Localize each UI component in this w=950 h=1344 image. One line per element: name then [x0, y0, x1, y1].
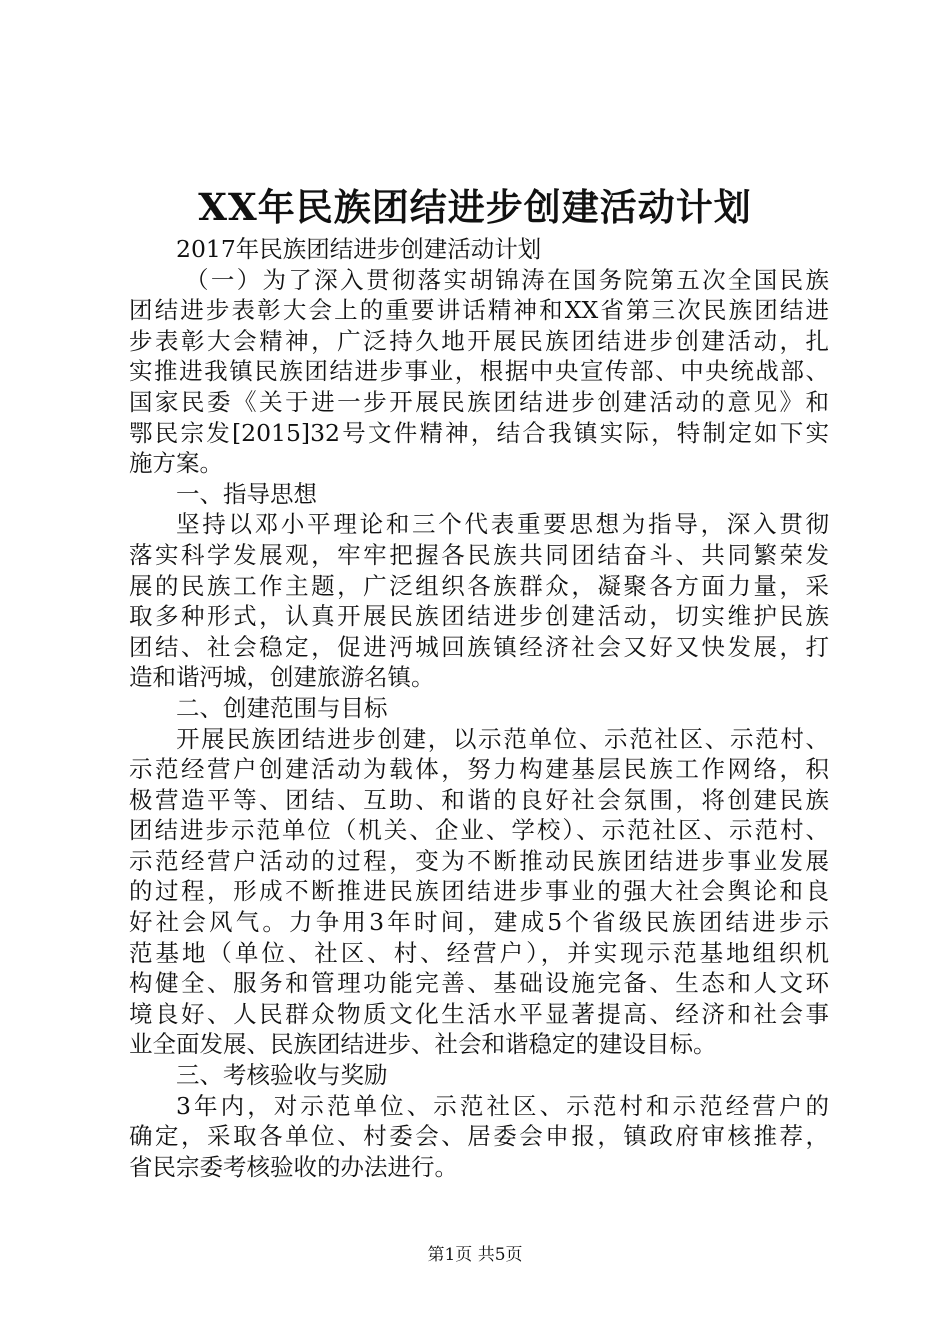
body-line: 极营造平等、团结、互助、和谐的良好社会氛围，将创建民族 — [129, 785, 829, 814]
body-line: 一、指导思想 — [176, 479, 317, 508]
body-line: 境良好、人民群众物质文化生活水平显著提高、经济和社会事 — [129, 999, 829, 1028]
body-line: 施方案。 — [129, 449, 223, 478]
body-line: （一）为了深入贯彻落实胡锦涛在国务院第五次全国民族 — [185, 265, 829, 294]
body-line: 团结进步示范单位（机关、企业、学校）、示范社区、示范村、 — [129, 816, 829, 845]
body-line: 好社会风气。力争用3年时间，建成5个省级民族团结进步示 — [129, 908, 829, 937]
body-line: 开展民族团结进步创建，以示范单位、示范社区、示范村、 — [176, 724, 829, 753]
body-line: 2017年民族团结进步创建活动计划 — [176, 235, 542, 263]
body-line: 省民宗委考核验收的办法进行。 — [129, 1152, 458, 1181]
body-line: 展的民族工作主题，广泛组织各族群众，凝聚各方面力量，采 — [129, 571, 829, 600]
body-line: 实推进我镇民族团结进步事业，根据中央宣传部、中央统战部、 — [129, 357, 829, 386]
body-line: 范基地（单位、社区、村、经营户），并实现示范基地组织机 — [129, 938, 829, 967]
body-line: 坚持以邓小平理论和三个代表重要思想为指导，深入贯彻 — [176, 510, 829, 539]
body-line: 二、创建范围与目标 — [176, 693, 388, 722]
body-line: 鄂民宗发[2015]32号文件精神，结合我镇实际，特制定如下实 — [129, 418, 829, 447]
document-body — [129, 234, 829, 1182]
page-footer: 第1页 共5页 — [427, 1245, 523, 1265]
body-line: 三、考核验收与奖励 — [176, 1061, 388, 1090]
body-line: 示范经营户创建活动为载体，努力构建基层民族工作网络，积 — [129, 755, 829, 784]
body-line: 团结、社会稳定，促进沔城回族镇经济社会又好又快发展，打 — [129, 632, 829, 661]
body-line: 3年内，对示范单位、示范社区、示范村和示范经营户的 — [176, 1091, 829, 1120]
body-line: 业全面发展、民族团结进步、社会和谐稳定的建设目标。 — [129, 1030, 717, 1059]
document-title: XX年民族团结进步创建活动计划 — [198, 185, 752, 229]
body-line: 构健全、服务和管理功能完善、基础设施完备、生态和人文环 — [129, 969, 829, 998]
body-line: 落实科学发展观，牢牢把握各民族共同团结奋斗、共同繁荣发 — [129, 540, 829, 569]
body-line: 取多种形式，认真开展民族团结进步创建活动，切实维护民族 — [129, 602, 829, 631]
body-line: 团结进步表彰大会上的重要讲话精神和XX省第三次民族团结进 — [129, 296, 829, 325]
body-line: 步表彰大会精神，广泛持久地开展民族团结进步创建活动，扎 — [129, 326, 829, 355]
body-line: 造和谐沔城，创建旅游名镇。 — [129, 663, 435, 692]
body-line: 示范经营户活动的过程，变为不断推动民族团结进步事业发展 — [129, 846, 829, 875]
body-line: 确定，采取各单位、村委会、居委会申报，镇政府审核推荐， — [129, 1122, 829, 1151]
body-line: 国家民委《关于进一步开展民族团结进步创建活动的意见》和 — [129, 387, 829, 416]
body-line: 的过程，形成不断推进民族团结进步事业的强大社会舆论和良 — [129, 877, 829, 906]
